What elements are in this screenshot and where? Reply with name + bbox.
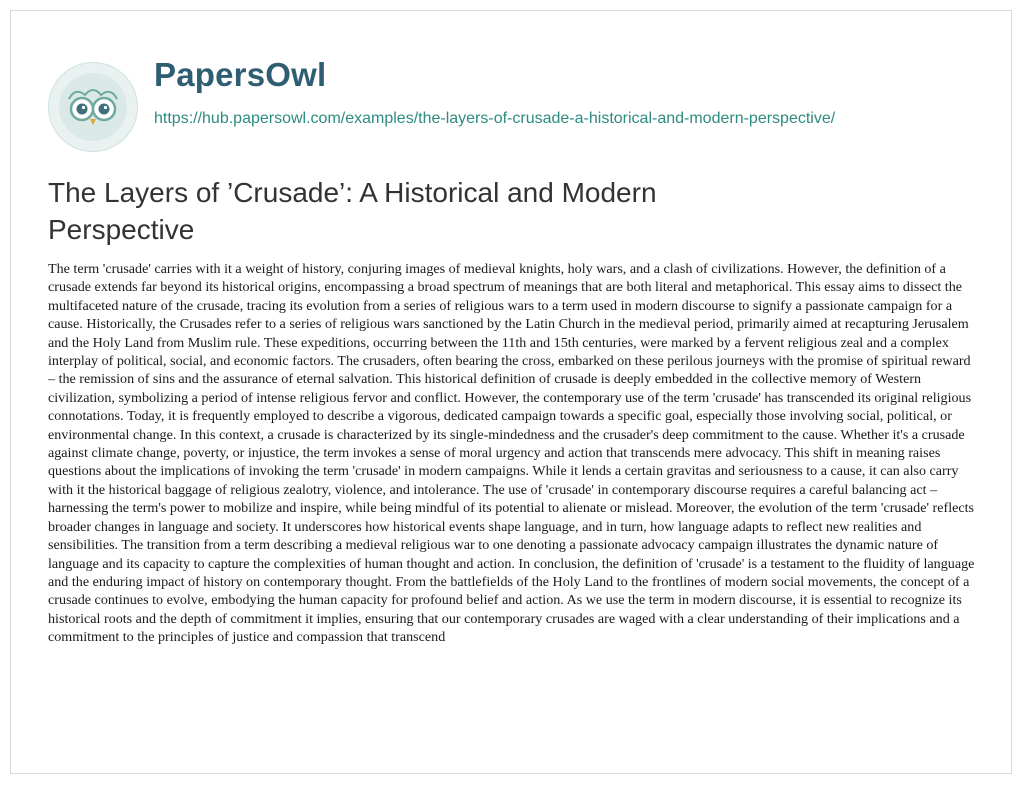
- site-header: [48, 36, 948, 156]
- article-body: The term 'crusade' carries with it a weight of history, conjuring images of medieval knights, holy wars, and a clash of civilizations. However, the definition of a crusade extends far beyond its historical origins, encompassing a broad spectrum of meanings that are both literal and metaphorical. This essay aims to dissect the multifaceted nature of the crusade, tracing its evolution from a series of religious wars to a term used in modern discourse to signify a passionate campaign for a cause. Historically, the Crusades refer to a series of religious wars sanctioned by the Latin Church in the medieval period, primarily aimed at recapturing Jerusalem and the Holy Land from Muslim rule. These expeditions, occurring between the 11th and 15th centuries, were marked by a fervent religious zeal and a complex interplay of political, social, and economic factors. The crusaders, often bearing the cross, embarked on these perilous journeys with the promise of spiritual reward – the remission of sins and the assurance of eternal salvation. This historical definition of crusade is deeply embedded in the collective memory of Western civilization, symbolizing a period of intense religious fervor and conflict. However, the contemporary use of the term 'crusade' has transcended its original religious connotations. Today, it is frequently employed to describe a vigorous, dedicated campaign towards a specific goal, especially those involving social, political, or environmental change. In this context, a crusade is characterized by its single-mindedness and the crusader's deep commitment to the cause. Whether it's a crusade against climate change, poverty, or injustice, the term invokes a sense of moral urgency and action that transcends mere advocacy. This shift in meaning raises questions about the implications of invoking the term 'crusade' in modern campaigns. While it lends a certain gravitas and seriousness to a cause, it can also carry with it the historical baggage of religious zealotry, violence, and intolerance. The use of 'crusade' in contemporary discourse requires a careful balancing act – harnessing the term's power to mobilize and inspire, while being mindful of its potential to alienate or mislead. Moreover, the evolution of the term 'crusade' reflects broader changes in language and society. It underscores how historical events shape language, and in turn, how language adapts to reflect new realities and sensibilities. The transition from a term describing a medieval religious war to one denoting a passionate advocacy campaign illustrates the dynamic nature of language and its capacity to capture the complexities of human thought and action. In conclusion, the definition of 'crusade' is a testament to the fluidity of language and the enduring impact of history on contemporary thought. From the battlefields of the Holy Land to the frontlines of modern social movements, the concept of a crusade continues to evolve, embodying the human capacity for profound belief and action. As we use the term in modern discourse, it is essential to recognize its historical roots and the depth of commitment it implies, ensuring that our contemporary crusades are waged with a clear understanding of their implications and a commitment to the principles of justice and compassion that transcend: [48, 261, 975, 646]
- article-title: The Layers of ’Crusade’: A Historical and Modern Perspective: [48, 177, 657, 245]
- brand-name[interactable]: PapersOwl: [154, 56, 327, 93]
- owl-icon[interactable]: [48, 62, 138, 152]
- article-url-link[interactable]: https://hub.papersowl.com/examples/the-layers-of-crusade-a-historical-and-modern-perspective/: [154, 110, 836, 127]
